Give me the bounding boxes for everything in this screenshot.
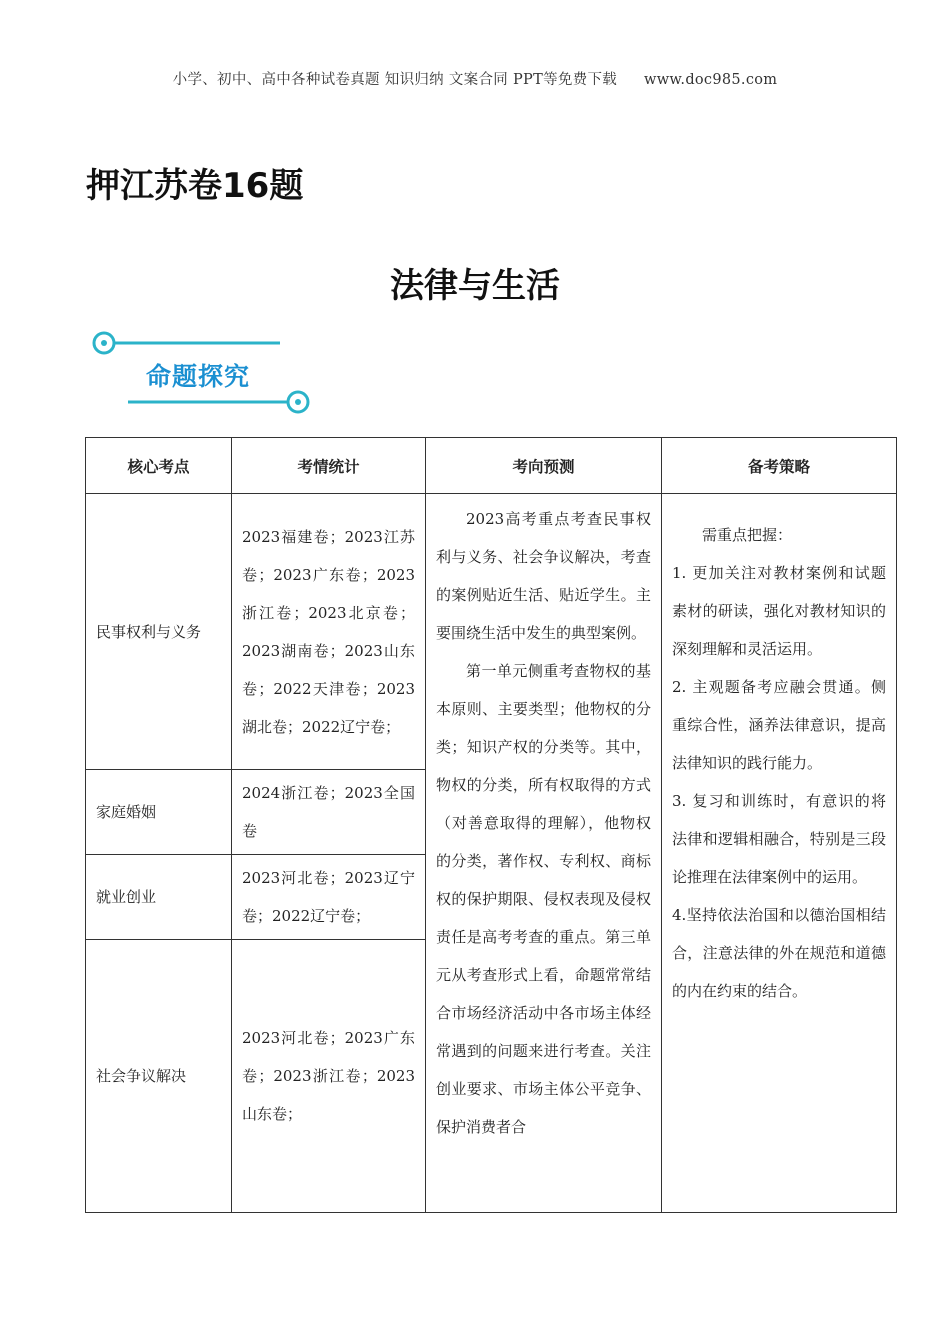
page-title: 押江苏卷16题 (86, 166, 304, 206)
statistics-cell: 2024浙江卷；2023全国卷 (232, 770, 426, 855)
header-strategy: 备考策略 (662, 438, 897, 494)
statistics-cell: 2023河北卷；2023辽宁卷；2022辽宁卷； (232, 855, 426, 940)
core-point-cell: 民事权利与义务 (86, 494, 232, 770)
strategy-item-3: 3. 复习和训练时，有意识的将法律和逻辑相融合，特别是三段论推理在法律案例中的运用。 (672, 792, 886, 886)
strategy-cell (662, 494, 897, 1213)
section-banner-label: 命题探究 (146, 362, 251, 391)
strategy-item-4: 4.坚持依法治国和以德治国相结合，注意法律的外在规范和道德的内在约束的结合。 (672, 906, 886, 1000)
prediction-paragraph-2: 第一单元侧重考查物权的基本原则、主要类型；他物权的分类；知识产权的分类等。其中，物权的分类，所有权取得的方式（对善意取得的理解），他物权的分类，著作权、专利权、商标权的保护期限、侵权表现及侵权责任是高考考查的重点。第三单元从考查形式上看，命题常常结合市场经济活动中各市场主体经常遇到的问题来进行考查。关注创业要求、市场主体公平竞争、保护消费者合 (436, 662, 651, 1136)
prediction-paragraph-1: 2023高考重点考查民事权利与义务、社会争议解决，考查的案例贴近生活、贴近学生。主要围绕生活中发生的典型案例。 (436, 510, 651, 642)
strategy-intro: 需重点把握： (702, 526, 793, 544)
header-prediction: 考向预测 (426, 438, 662, 494)
prediction-cell (426, 494, 662, 1213)
strategy-item-1: 1. 更加关注对教材案例和试题素材的研读，强化对教材知识的深刻理解和灵活运用。 (672, 564, 886, 658)
table-header-row (86, 438, 897, 494)
header-core-point: 核心考点 (86, 438, 232, 494)
statistics-cell: 2023河北卷；2023广东卷；2023浙江卷；2023山东卷； (232, 940, 426, 1213)
table-row (86, 494, 897, 770)
core-point-cell: 社会争议解决 (86, 940, 232, 1213)
exam-analysis-table (85, 437, 897, 1213)
header-note (0, 68, 950, 89)
header-statistics: 考情统计 (232, 438, 426, 494)
header-url[interactable]: www.doc985.com (644, 72, 778, 88)
core-point-cell: 家庭婚姻 (86, 770, 232, 855)
core-point-cell: 就业创业 (86, 855, 232, 940)
header-note-text: 小学、初中、高中各种试卷真题 知识归纳 文案合同 PPT等免费下载 (172, 72, 618, 88)
strategy-item-2: 2. 主观题备考应融会贯通。侧重综合性，涵养法律意识，提高法律知识的践行能力。 (672, 678, 886, 772)
statistics-cell: 2023福建卷；2023江苏卷；2023广东卷；2023浙江卷；2023北京卷；2023湖南卷；2023山东卷；2022天津卷；2023湖北卷；2022辽宁卷； (232, 494, 426, 770)
page-subtitle: 法律与生活 (390, 266, 560, 306)
